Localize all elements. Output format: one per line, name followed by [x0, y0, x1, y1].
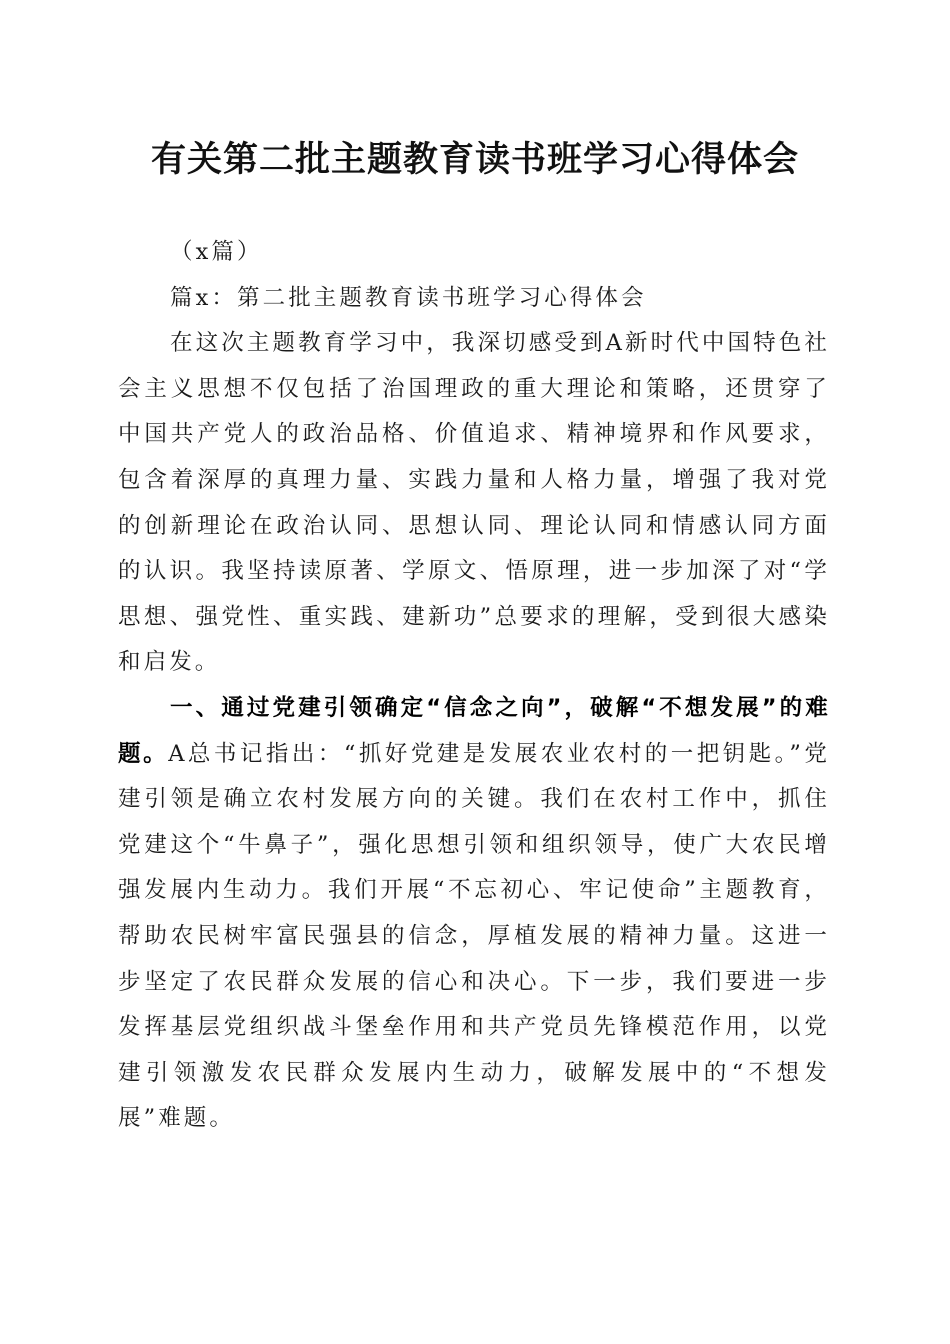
count-note: （x篇） — [170, 239, 263, 265]
document-title: 有关第二批主题教育读书班学习心得体会 — [150, 139, 799, 180]
section-1-paragraph — [118, 686, 830, 1142]
section-1-body: A总书记指出：“抓好党建是发展农业农村的一把钥匙。”党建引领是确立农村发展方向的关键。我们在农村工作中，抓住党建这个“牛鼻子”，强化思想引领和组织领导，使广大农民增强发展内生动力。我们开展“不忘初心、牢记使命”主题教育，帮助农民树牢富民强县的信念，厚植发展的精神力量。这进一步坚定了农民群众发展的信心和决心。下一步，我们要进一步发挥基层党组织战斗堡垒作用和共产党员先锋模范作用，以党建引领激发农民群众发展内生动力，破解发展中的“不想发展”难题。 — [118, 740, 830, 1132]
section-1-heading: 一、通过党建引领确定“信念之向”，破解“不想发展”的难题。 — [118, 694, 830, 767]
document-body — [118, 230, 830, 1142]
intro-paragraph: 在这次主题教育学习中，我深切感受到A新时代中国特色社会主义思想不仅包括了治国理政的重大理论和策略，还贯穿了中国共产党人的政治品格、价值追求、精神境界和作风要求，包含着深厚的真理力量、实践力量和人格力量，增强了我对党的创新理论在政治认同、思想认同、理论认同和情感认同方面的认识。我坚持读原著、学原文、悟原理，进一步加深了对“学思想、强党性、重实践、建新功”总要求的理解，受到很大感染和启发。 — [118, 330, 830, 676]
chapter-label: 篇x：第二批主题教育读书班学习心得体会 — [170, 284, 647, 311]
